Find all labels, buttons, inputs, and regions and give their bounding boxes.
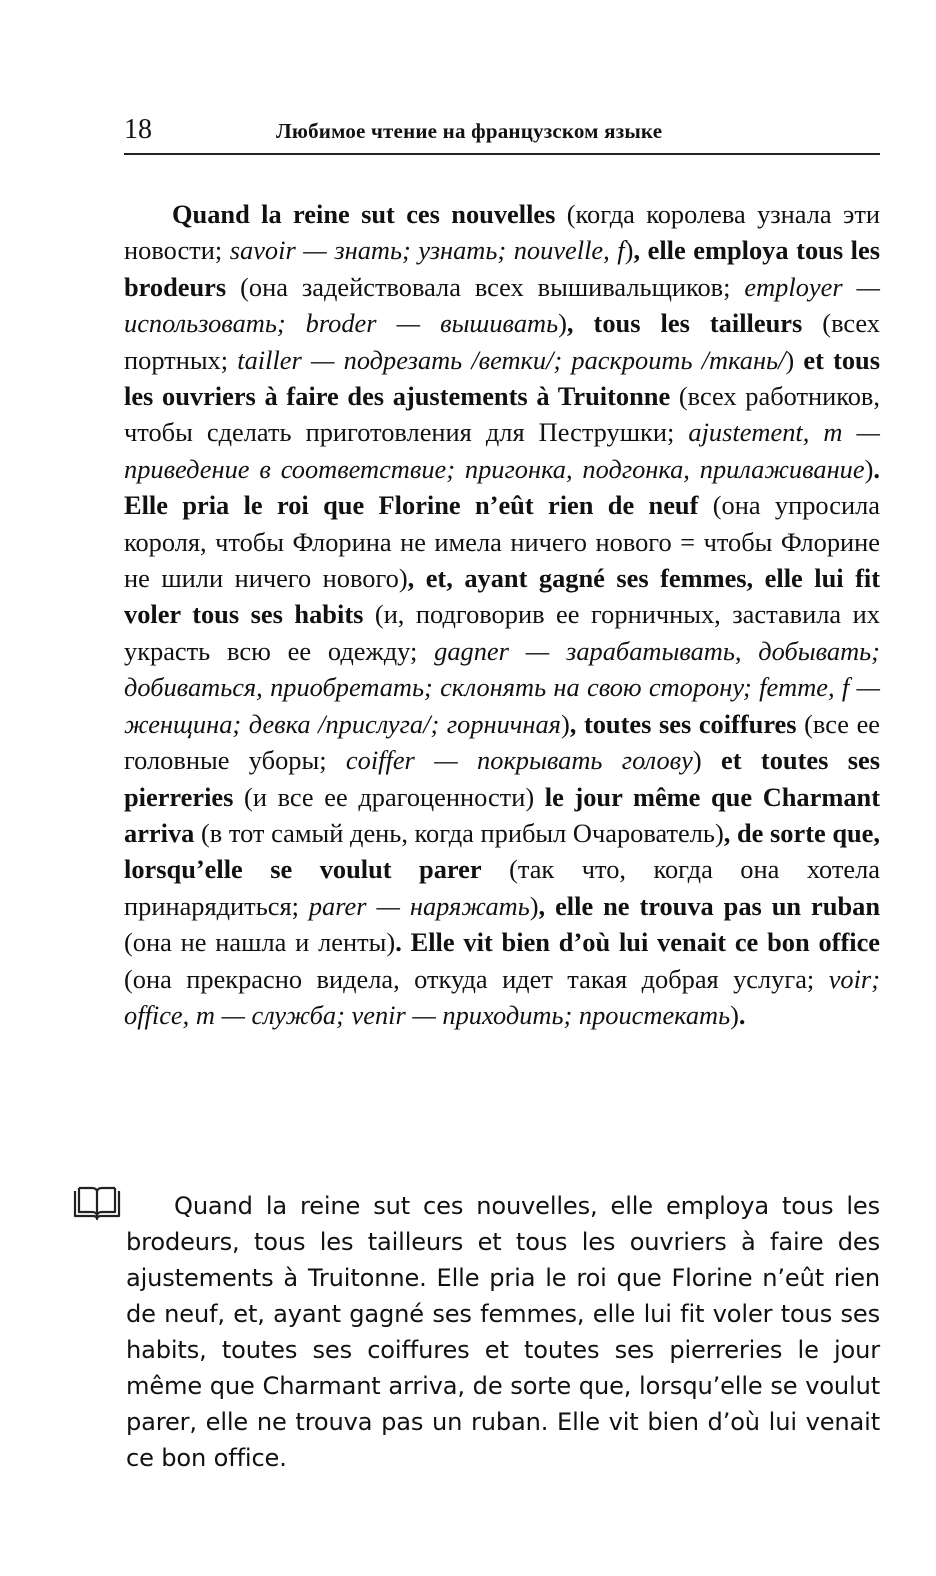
vocabulary-note: savoir — знать; узнать; nouvelle, f bbox=[229, 235, 625, 266]
russian-translation: (она задействовала всех вышивальщиков; bbox=[226, 271, 745, 302]
french-phrase: , tous les tailleurs bbox=[566, 308, 803, 339]
french-phrase: . Elle pria le roi que Florine n’eût rien de neuf bbox=[124, 453, 880, 521]
french-phrase: , elle employa tous les brodeurs bbox=[124, 235, 880, 302]
russian-translation: ) bbox=[864, 453, 874, 484]
russian-translation: (она прекрасно видела, откуда идет такая добрая услуга; bbox=[124, 963, 829, 994]
french-phrase: , elle ne trouva pas un ruban bbox=[538, 890, 880, 921]
russian-translation: (все ее головные уборы; bbox=[124, 708, 881, 776]
french-phrase: le jour même que Charmant arriva bbox=[124, 781, 880, 848]
page-header bbox=[124, 113, 880, 155]
original-french-paragraph: Quand la reine sut ces nouvelles, elle employa tous les brodeurs, tous les tailleurs et tous les ouvriers à faire des ajustements à Truitonne. Elle pria le roi que Florine n’eût rien de neuf, et, ayant gagné ses femmes, elle lui fit voler tous ses habits, toutes ses coiffures et toutes ses pierreries le jour même que Charmant arriva, de sorte que, lorsqu’elle se voulut parer, elle ne trouva pas un ruban. Elle vit bien d’où lui venait ce bon office. bbox=[126, 1192, 880, 1472]
russian-translation: ) bbox=[730, 999, 739, 1030]
russian-translation: ) bbox=[558, 308, 567, 339]
russian-translation: ) bbox=[529, 890, 539, 921]
annotated-paragraph bbox=[124, 196, 880, 1033]
russian-translation: (когда королева узнала эти новости; bbox=[124, 199, 880, 266]
open-book-icon bbox=[72, 1185, 122, 1221]
vocabulary-note: coiffer — покрывать голову bbox=[345, 745, 693, 776]
french-phrase: . bbox=[738, 999, 746, 1030]
french-phrase: , et, ayant gagné ses femmes, elle lui fit voler tous ses habits bbox=[124, 563, 881, 630]
russian-translation: ) bbox=[692, 745, 722, 776]
french-phrase: et tous les ouvriers à faire des ajustements à Truitonne bbox=[124, 344, 880, 412]
russian-translation: (всех работников, чтобы сделать приготовления для Пеструшки; bbox=[124, 381, 880, 448]
french-phrase: et toutes ses pierreries bbox=[124, 745, 880, 812]
russian-translation: ) bbox=[560, 708, 570, 739]
french-phrase: Quand la reine sut ces nouvelles bbox=[172, 199, 556, 229]
russian-translation: (и все ее драгоценности) bbox=[233, 781, 545, 812]
russian-translation: (в тот самый день, когда прибыл Очарователь) bbox=[194, 817, 724, 848]
russian-translation: (всех портных; bbox=[124, 308, 880, 375]
running-title: Любимое чтение на французском языке bbox=[276, 119, 663, 143]
russian-translation: ) bbox=[785, 344, 804, 375]
page-number: 18 bbox=[124, 114, 152, 145]
french-phrase: . Elle vit bien d’où lui venait ce bon office bbox=[395, 927, 880, 958]
russian-translation: ) bbox=[624, 235, 634, 266]
vocabulary-note: employer — использовать; broder — вышивать bbox=[124, 271, 880, 339]
vocabulary-note: gagner — зарабатывать, добывать; добиваться, приобретать; склонять на свою сторону; femme, f — женщина; девка /прислуга/; горничная bbox=[124, 635, 880, 739]
russian-translation: (она не нашла и ленты) bbox=[124, 927, 396, 958]
russian-translation: (так что, когда она хотела принарядиться; bbox=[124, 854, 880, 921]
russian-translation: (она упросила короля, чтобы Флорина не имела ничего нового = чтобы Флорине не шили ничего нового) bbox=[124, 490, 880, 594]
vocabulary-note: voir; office, m — служба; venir — приходить; проистекать bbox=[124, 963, 880, 1030]
russian-translation: (и, подговорив ее горничных, заставила их украсть всю ее одежду; bbox=[124, 599, 880, 666]
vocabulary-note: parer — наряжать bbox=[308, 890, 530, 921]
french-phrase: , toutes ses coiffures bbox=[569, 708, 797, 739]
vocabulary-note: ajustement, m — приведение в соответствие; пригонка, подгонка, прилаживание bbox=[124, 417, 880, 484]
vocabulary-note: tailler — подрезать /ветки/; раскроить /ткань/ bbox=[237, 344, 786, 375]
french-phrase: , de sorte que, lorsqu’elle se voulut parer bbox=[124, 817, 880, 885]
